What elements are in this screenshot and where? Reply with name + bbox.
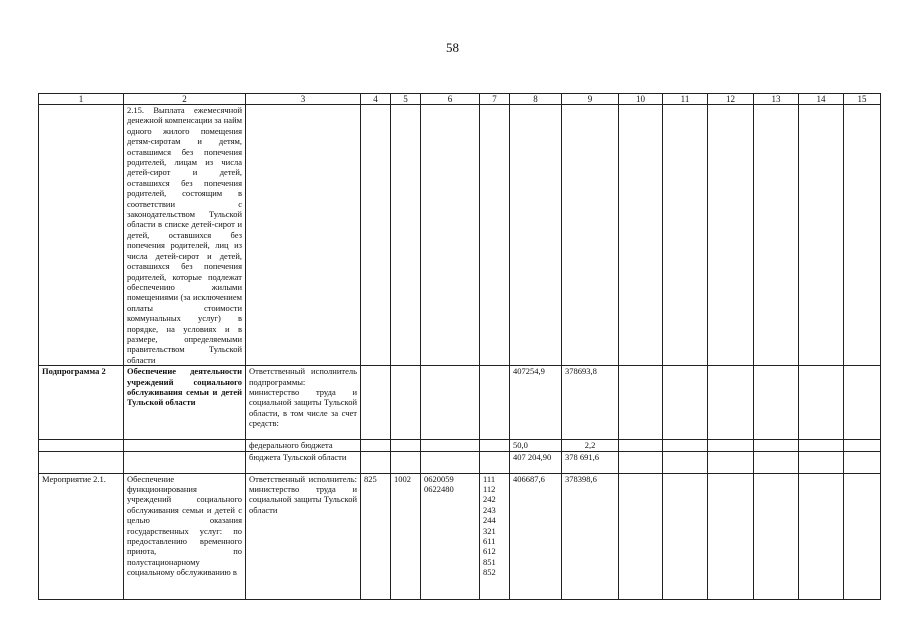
subprogram-total-col9: 378693,8 xyxy=(562,366,619,440)
header-cell: 9 xyxy=(562,94,619,105)
subprogram-label: Подпрограмма 2 xyxy=(39,366,124,440)
measure-col8: 406687,6 xyxy=(510,473,562,599)
header-cell: 11 xyxy=(663,94,708,105)
subprogram-total-col8: 407254,9 xyxy=(510,366,562,440)
header-cell: 10 xyxy=(619,94,663,105)
header-cell: 3 xyxy=(246,94,361,105)
federal-budget-col8: 50,0 xyxy=(510,440,562,451)
table-row xyxy=(39,451,881,473)
header-cell: 6 xyxy=(421,94,480,105)
header-cell: 12 xyxy=(708,94,754,105)
measure-col7: 111 112 242 243 244 321 611 612 851 852 xyxy=(480,473,510,599)
page-number: 58 xyxy=(446,40,459,55)
measure-col9: 378398,6 xyxy=(562,473,619,599)
regional-budget-label: бюджета Тульской области xyxy=(246,451,361,473)
header-cell: 1 xyxy=(39,94,124,105)
table-row xyxy=(39,105,881,366)
header-cell: 14 xyxy=(799,94,844,105)
measure-col6: 0620059 0622480 xyxy=(421,473,480,599)
measure-executor: Ответственный исполнитель: министерство труда и социальной защиты Тульской области xyxy=(246,473,361,599)
measure-col5: 1002 xyxy=(391,473,421,599)
measure-name: Обеспечение функционирования учреждений социального обслуживания семьи и детей с целью оказания государственных услуг: по предоставлению временного приюта, по полустационарному социальному обслуживанию в xyxy=(124,473,246,599)
header-cell: 4 xyxy=(361,94,391,105)
budget-table xyxy=(38,93,881,600)
federal-budget-label: федерального бюджета xyxy=(246,440,361,451)
table-row xyxy=(39,473,881,599)
header-cell: 13 xyxy=(754,94,799,105)
subprogram-executor: Ответственный исполнитель подпрограммы: министерство труда и социальной защиты Тульской области, в том числе за счет средств: xyxy=(246,366,361,440)
measure-label: Мероприятие 2.1. xyxy=(39,473,124,599)
federal-budget-col9: 2,2 xyxy=(562,440,619,451)
header-cell: 8 xyxy=(510,94,562,105)
header-cell: 5 xyxy=(391,94,421,105)
measure-2-15-text: 2.15. Выплата ежемесячной денежной компенсации за найм одного жилого помещения детям-сиротам и детям, оставшимся без попечения родителей, лицам из числа детей-сирот и детей, оставшихся без попечения родителей, состоящим в соответствии с законодательством Тульской области в списке детей-сирот и детей, оставшихся без попечения родителей, лиц из числа детей-сирот и детей, оставшихся без попечения родителей, которые подлежат обеспечению жилыми помещениями (за исключением оплаты стоимости коммунальных услуг) в порядке, на условиях и в размере, определяемыми правительством Тульской области xyxy=(124,105,246,366)
subprogram-name: Обеспечение деятельности учреждений социального обслуживания семьи и детей Тульской области xyxy=(124,366,246,440)
table-row xyxy=(39,366,881,440)
header-cell: 7 xyxy=(480,94,510,105)
header-cell: 2 xyxy=(124,94,246,105)
measure-col4: 825 xyxy=(361,473,391,599)
header-cell: 15 xyxy=(844,94,881,105)
header-row xyxy=(39,94,881,105)
table-row xyxy=(39,440,881,451)
regional-budget-col9: 378 691,6 xyxy=(562,451,619,473)
regional-budget-col8: 407 204,90 xyxy=(510,451,562,473)
